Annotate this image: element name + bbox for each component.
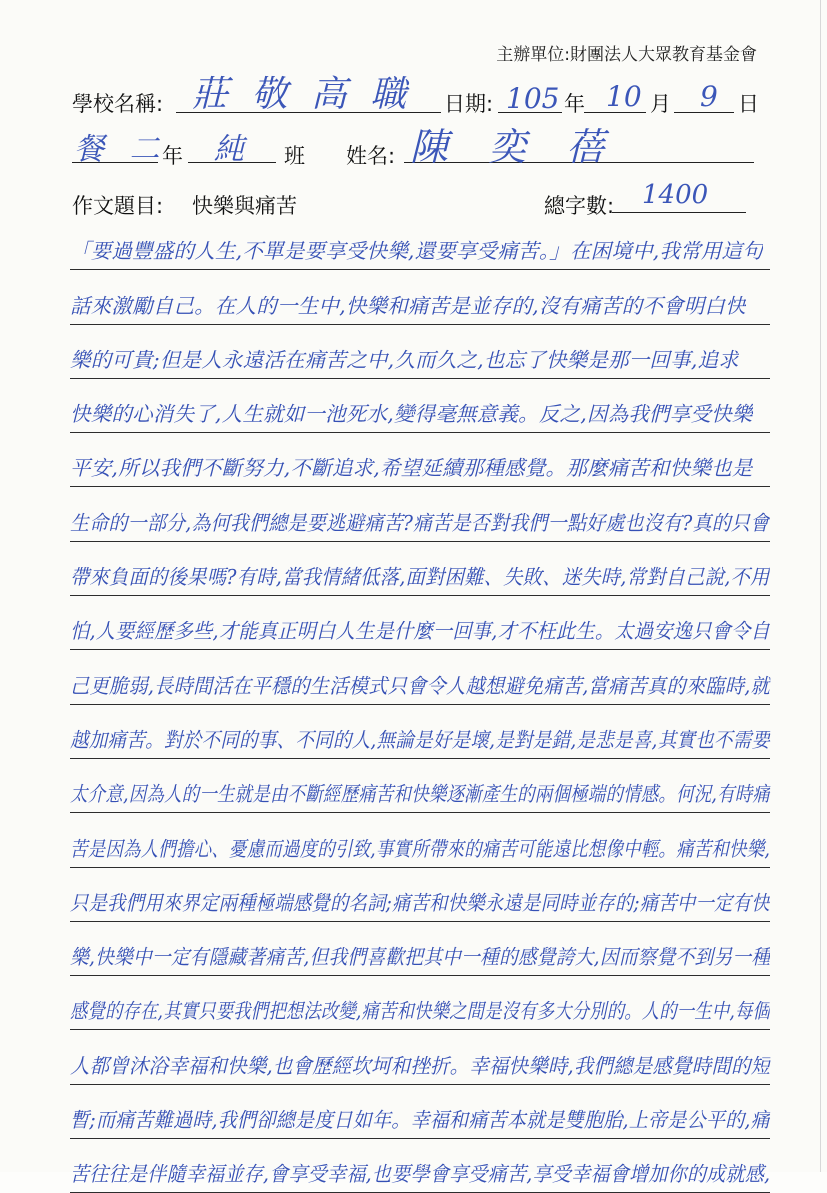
essay-line <box>70 487 770 541</box>
topic-value: 快樂與痛苦 <box>192 194 297 218</box>
essay-line-text: 樂,快樂中一定有隱藏著痛苦,但我們喜歡把其中一種的感覺誇大,因而察覺不到另一種 <box>70 945 770 970</box>
name-label: 姓名: <box>346 144 396 168</box>
day-label: 日 <box>738 92 759 116</box>
essay-line <box>70 596 770 650</box>
essay-line <box>70 650 770 704</box>
month-label: 月 <box>650 92 671 116</box>
name-value: 陳 奕 蓓 <box>410 125 619 169</box>
essay-line-text: 平安,所以我們不斷努力,不斷追求,希望延續那種感覺。那麼痛苦和快樂也是 <box>70 456 753 481</box>
date-year: 105 <box>506 82 560 115</box>
essay-line <box>70 433 770 487</box>
essay-line <box>70 759 770 813</box>
topic-label: 作文題目: <box>72 194 164 218</box>
essay-line <box>70 1085 770 1139</box>
essay-line <box>70 542 770 596</box>
essay-line-text: 生命的一部分,為何我們總是要逃避痛苦?痛苦是否對我們一點好處也沒有?真的只會 <box>70 510 770 535</box>
essay-line-text: 「要過豐盛的人生,不單是要享受快樂,還要享受痛苦。」在困境中,我常用這句 <box>70 239 763 264</box>
wordcount-value: 1400 <box>642 180 709 210</box>
essay-line <box>70 922 770 976</box>
essay-body <box>70 216 770 1193</box>
essay-line-text: 暫;而痛苦難過時,我們卻總是度日如年。幸福和痛苦本就是雙胞胎,上帝是公平的,痛 <box>70 1108 770 1133</box>
essay-line <box>70 813 770 867</box>
essay-line <box>70 270 770 324</box>
wordcount-underline <box>612 212 746 213</box>
essay-line <box>70 705 770 759</box>
wordcount-label: 總字數: <box>544 194 615 218</box>
essay-line <box>70 1139 770 1193</box>
essay-line-text: 越加痛苦。對於不同的事、不同的人,無論是好是壞,是對是錯,是悲是喜,其實也不需要 <box>70 727 771 752</box>
essay-line-text: 話來激勵自己。在人的一生中,快樂和痛苦是並存的,沒有痛苦的不會明白快 <box>70 293 746 318</box>
date-label: 日期: <box>444 92 494 116</box>
essay-line <box>70 379 770 433</box>
essay-line-text: 感覺的存在,其實只要我們把想法改變,痛苦和快樂之間是沒有多大分別的。人的一生中,每個 <box>70 999 770 1024</box>
year-label: 年 <box>564 92 585 116</box>
class-value: 純 <box>214 132 244 167</box>
grade-label: 年 <box>162 144 183 168</box>
essay-line-text: 樂的可貴;但是人永遠活在痛苦之中,久而久之,也忘了快樂是那一回事,追求 <box>70 347 739 372</box>
page-edge <box>820 0 821 1172</box>
essay-line-text: 己更脆弱,長時間活在平穩的生活模式只會令人越想避免痛苦,當痛苦真的來臨時,就 <box>70 673 770 698</box>
sponsor-text: 主辦單位:財團法人大眾教育基金會 <box>496 45 757 65</box>
essay-line <box>70 216 770 270</box>
essay-line-text: 人都曾沐浴幸福和快樂,也會歷經坎坷和挫折。幸福快樂時,我們總是感覺時間的短 <box>70 1053 771 1078</box>
essay-line-text: 苦往往是伴隨幸福並存,會享受幸福,也要學會享受痛苦,享受幸福會增加你的成就感, <box>70 1162 770 1187</box>
essay-line <box>70 1030 770 1084</box>
essay-line-text: 怕,人要經歷多些,才能真正明白人生是什麼一回事,才不枉此生。太過安逸只會令自 <box>70 619 770 644</box>
essay-line-text: 快樂的心消失了,人生就如一池死水,變得毫無意義。反之,因為我們享受快樂 <box>70 402 753 427</box>
essay-line-text: 苦是因為人們擔心、憂慮而過度的引致,事實所帶來的痛苦可能遠比想像中輕。痛苦和快樂, <box>70 836 771 861</box>
school-value: 莊 敬 高 職 <box>192 74 413 115</box>
date-month: 10 <box>606 80 642 113</box>
essay-line-text: 帶來負面的後果嗎?有時,當我情緒低落,面對困難、失敗、迷失時,常對自己說,不用 <box>70 565 770 590</box>
essay-line-text: 只是我們用來界定兩種極端感覺的名詞;痛苦和快樂永遠是同時並存的;痛苦中一定有快 <box>70 890 770 915</box>
essay-line <box>70 868 770 922</box>
essay-line-text: 太介意,因為人的一生就是由不斷經歷痛苦和快樂逐漸產生的兩個極端的情感。何況,有時痛 <box>70 782 771 807</box>
essay-line <box>70 976 770 1030</box>
date-day: 9 <box>700 80 718 113</box>
essay-line <box>70 325 770 379</box>
class-label: 班 <box>284 144 305 168</box>
school-label: 學校名稱: <box>72 92 164 116</box>
dept-value: 餐 二 <box>74 132 168 167</box>
